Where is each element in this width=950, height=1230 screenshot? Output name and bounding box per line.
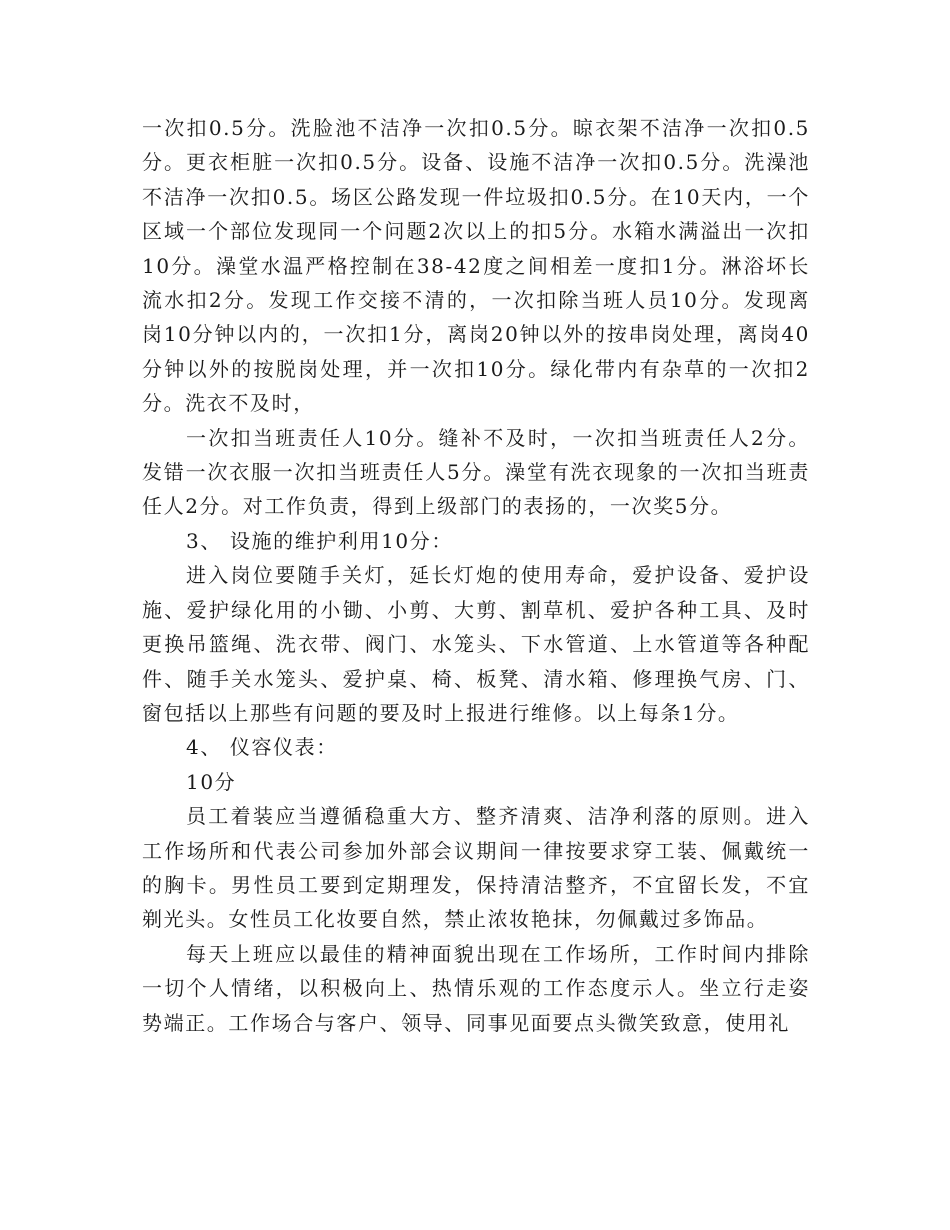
paragraph-facility-maintenance: 进入岗位要随手关灯，延长灯炮的使用寿命，爱护设备、爱护设施、爱护绿化用的小锄、小剪、大剪、割草机、爱护各种工具、及时更换吊篮绳、洗衣带、阀门、水笼头、下水管道、上水管道等各种配件、随手关水笼头、爱护桌、椅、板凳、清水箱、修理换气房、门、窗包括以上那些有问题的要及时上报进行维修。以上每条1分。 bbox=[142, 563, 810, 725]
paragraph-dress-code: 员工着装应当遵循稳重大方、整齐清爽、洁净利落的原则。进入工作场所和代表公司参加外部会议期间一律按要求穿工装、佩戴统一的胸卡。男性员工要到定期理发，保持清洁整齐，不宜留长发，不宜剃光头。女性员工化妆要自然，禁止浓妆艳抹，勿佩戴过多饰品。 bbox=[142, 804, 810, 932]
section-heading-appearance: 4、 仪容仪表： bbox=[186, 735, 338, 760]
paragraph-laundry-deductions: 一次扣当班责任人10分。缝补不及时，一次扣当班责任人2分。发错一次衣服一次扣当班责任人5分。澡堂有洗衣现象的一次扣当班责任人2分。对工作负责，得到上级部门的表扬的，一次奖5分。 bbox=[142, 425, 810, 519]
section-heading-facility-maintenance: 3、 设施的维护利用10分： bbox=[186, 528, 453, 553]
paragraph-work-attitude: 每天上班应以最佳的精神面貌出现在工作场所，工作时间内排除一切个人情绪，以积极向上、热情乐观的工作态度示人。坐立行走姿势端正。工作场合与客户、领导、同事见面要点头微笑致意，使用礼 bbox=[142, 941, 810, 1035]
paragraph-cleaning-deductions: 一次扣0.5分。洗脸池不洁净一次扣0.5分。晾衣架不洁净一次扣0.5分。更衣柜脏一次扣0.5分。设备、设施不洁净一次扣0.5分。洗澡池不洁净一次扣0.5。场区公路发现一件垃圾扣0.5分。在10天内，一个区域一个部位发现同一个问题2次以上的扣5分。水箱水满溢出一次扣10分。澡堂水温严格控制在38-42度之间相差一度扣1分。淋浴坏长流水扣2分。发现工作交接不清的，一次扣除当班人员10分。发现离岗10分钟以内的，一次扣1分，离岗20钟以外的按串岗处理，离岗40分钟以外的按脱岗处理，并一次扣10分。绿化带内有杂草的一次扣2分。洗衣不及时， bbox=[142, 116, 810, 416]
document-body bbox=[142, 111, 810, 1040]
section-score-appearance: 10分 bbox=[186, 769, 237, 794]
